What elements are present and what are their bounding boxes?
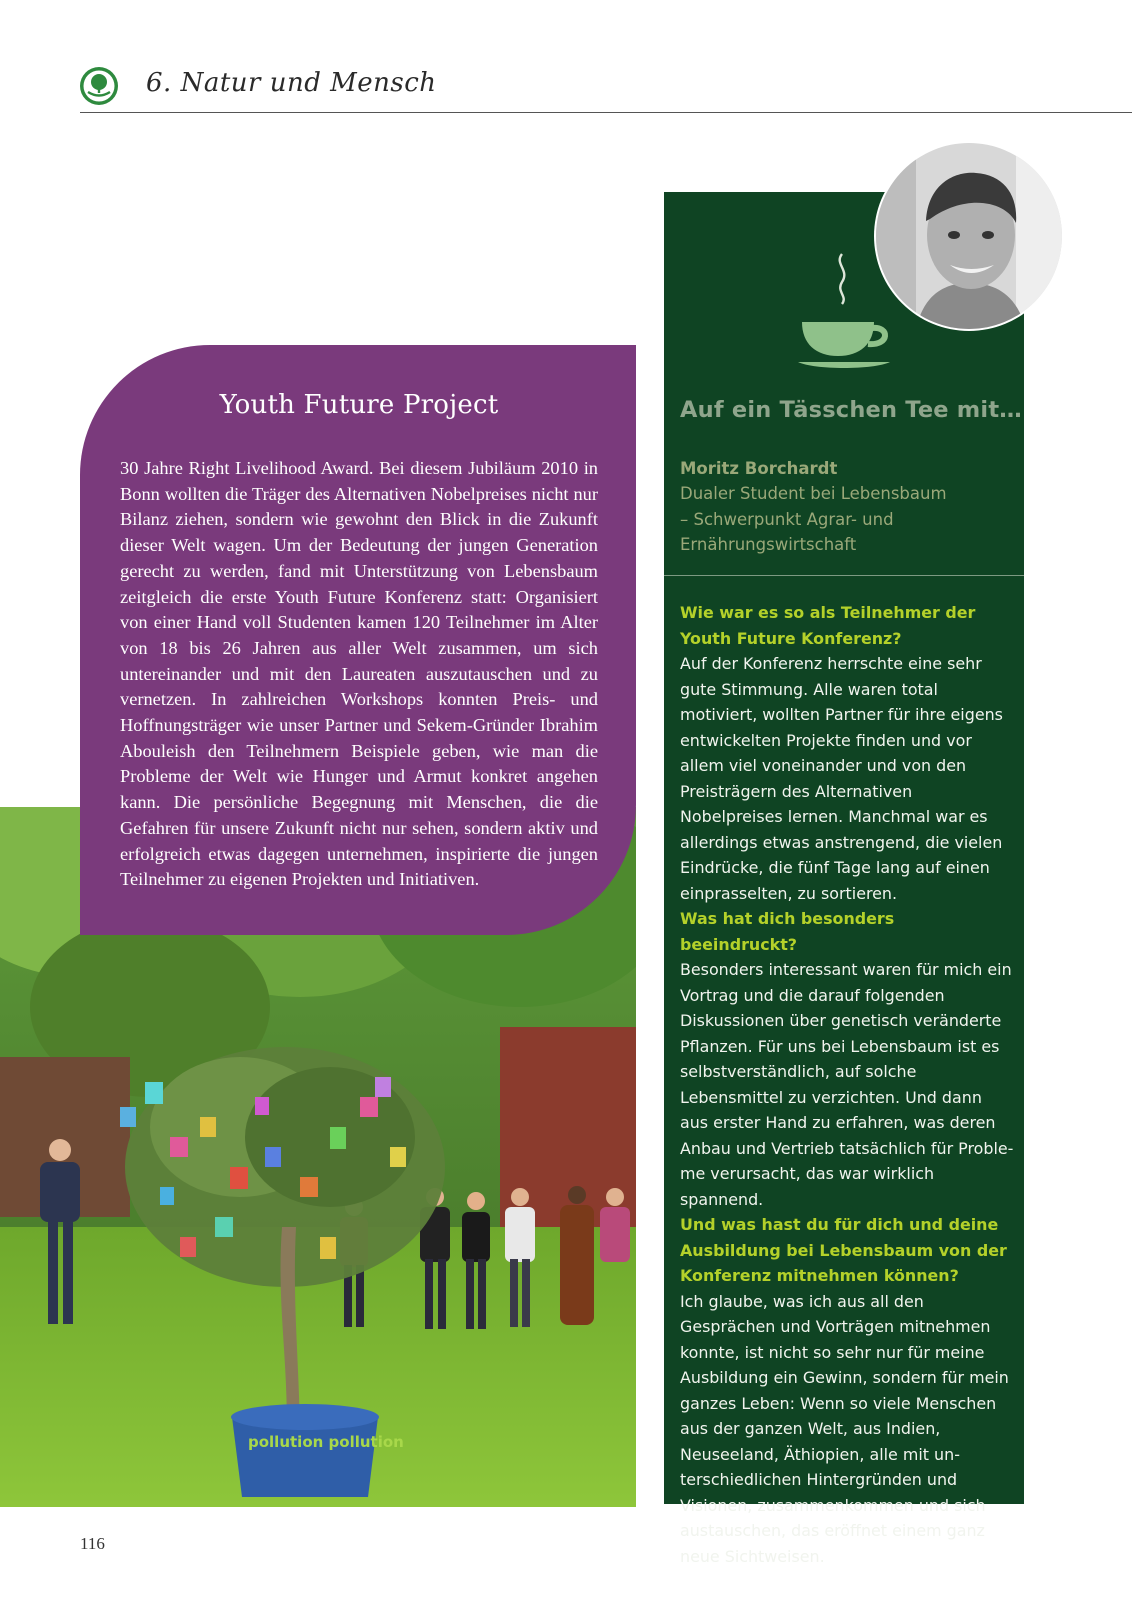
interview-answer: Ich glaube, was ich aus all den Gesprächen und Vorträgen mitnehmen konnte, ist nicht so sehr nur für meine Ausbildung ein Gewinn, sondern für mein ganzes Leben: Wenn so viele Menschen aus der ganzen Welt, aus Indien, Neuseeland, Äthiopien, alle mit unterschiedlichen Hintergründen und Visionen, zusammenkommen und sich austauschen, das eröffnet einem ganz neue Sichtweisen. — [680, 1291, 1009, 1566]
interview-question: Und was hast du für dich und deine Ausbildung bei Lebensbaum von der Konferenz mitnehmen können? — [680, 1215, 1007, 1285]
interview-sidebar — [664, 192, 1024, 1566]
sidebar-divider — [664, 575, 1024, 576]
interview-question: Wie war es so als Teilnehmer der Youth Future Konferenz? — [680, 603, 976, 648]
interview-question: Was hat dich besonders beeindruckt? — [680, 909, 895, 954]
interviewee-role: Dualer Student bei Lebensbaum – Schwerpunkt Agrar- und Ernährungswirtschaft — [680, 484, 947, 555]
youth-future-box — [80, 345, 636, 935]
interview-answer: Besonders interessant waren für mich ein Vortrag und die darauf folgenden Diskussionen über genetisch veränderte Pflanzen. Für uns bei Lebensbaum ist es selbstverständlich, auf solche Lebensmittel zu verzichten. Und dann aus erster Hand zu erfahren, was deren Anbau und Vertrieb tatsächlich für Probleme verursacht, das war wirklich spannend. — [680, 960, 1014, 1209]
steaming-teacup-icon — [798, 252, 894, 374]
interview-answer: Auf der Konferenz herrschte eine sehr gute Stimmung. Alle waren total motiviert, wollten Partner für ihre eigens entwickelten Projekte finden und vor allem viel voneinander und von den Preisträgern des Alternativen Nobelpreises lernen. Manchmal war es allerdings etwas anstrengend, die vielen Eindrücke, die fünf Tage lang auf einen einprasselten, zu sortieren. — [680, 654, 1003, 903]
pot-label: pollution pollution — [248, 1433, 404, 1451]
interview-kicker: Auf ein Tässchen Tee mit… — [680, 397, 1022, 423]
interview-qa — [680, 600, 1014, 1569]
youth-future-body: 30 Jahre Right Livelihood Award. Bei diesem Jubiläum 2010 in Bonn wollten die Träger des Alternativen Nobelpreises nicht nur Bilanz ziehen, sondern wie gewohnt den Blick in die Zukunft dieser Welt wagen. Um der Bedeutung der jungen Generation gerecht zu werden, fand mit Unterstützung von Lebensbaum zeitgleich die erste Youth Future Konferenz statt: Organisiert von einer Hand voll Studenten kamen 120 Teilnehmer im Alter von 18 bis 26 Jahren aus aller Welt zusammen, um sich untereinander und mit den Laureaten auszutauschen und zu vernetzen. In zahlreichen Workshops konnten Preis- und Hoffnungsträger wie unser Partner und Sekem-Gründer Ibrahim Abouleish den Teilnehmern Beispiele geben, wie man die Probleme der Welt wie Hunger und Armut konkret angehen kann. Die persönliche Begegnung mit Menschen, die die Gefahren für unsere Zukunft nicht nur sehen, sondern aktiv und erfolgreich etwas dagegen unternehmen, inspirierte die jungen Teilnehmer zu eigenen Projekten und Initiativen. — [120, 458, 598, 890]
moritz-portrait-photo — [876, 143, 1062, 329]
lebensbaum-logo-icon — [79, 66, 119, 106]
youth-future-title: Youth Future Project — [219, 390, 499, 420]
interviewee-info — [680, 456, 950, 558]
page-number: 116 — [80, 1534, 105, 1553]
header-divider — [80, 112, 1132, 113]
chapter-title: 6. Natur und Mensch — [146, 68, 437, 98]
interviewee-name: Moritz Borchardt — [680, 459, 838, 478]
